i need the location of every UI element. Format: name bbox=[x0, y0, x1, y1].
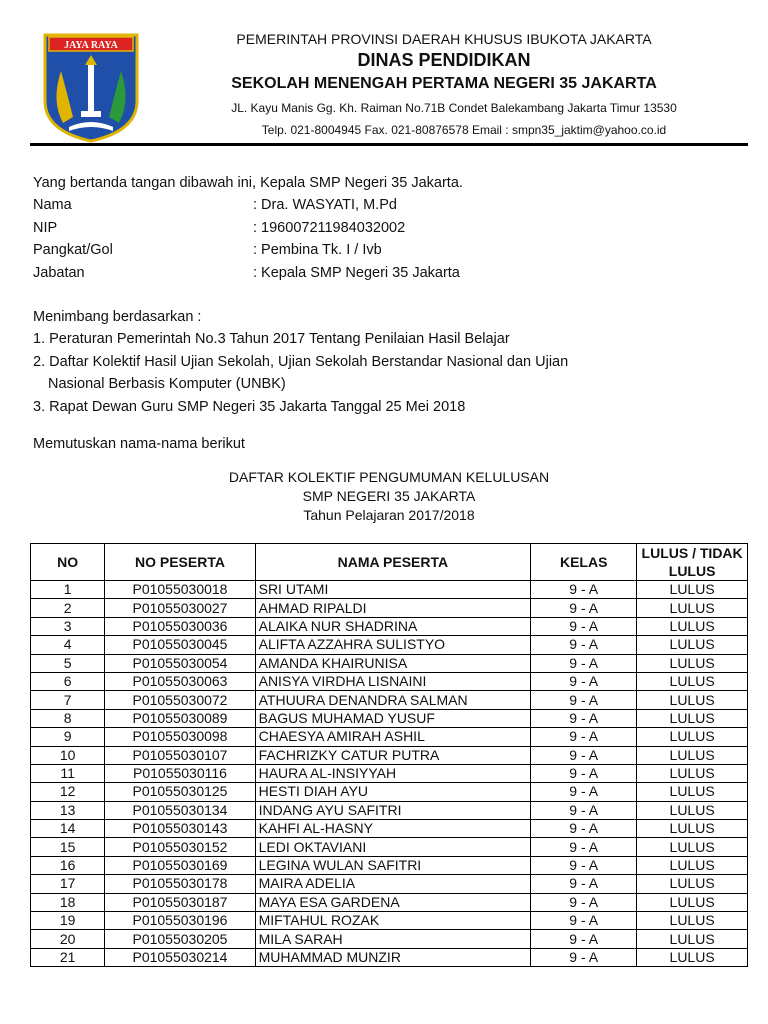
cell-no-peserta: P01055030089 bbox=[105, 709, 255, 727]
cell-kelas: 9 - A bbox=[531, 838, 637, 856]
cell-lulus: LULUS bbox=[637, 948, 748, 966]
cell-lulus: LULUS bbox=[637, 709, 748, 727]
cell-no: 9 bbox=[31, 728, 105, 746]
table-row bbox=[31, 893, 748, 911]
table-row bbox=[31, 636, 748, 654]
cell-no: 21 bbox=[31, 948, 105, 966]
cell-nama-peserta: MAYA ESA GARDENA bbox=[255, 893, 531, 911]
cell-no-peserta: P01055030018 bbox=[105, 581, 255, 599]
header-lulus-line2: LULUS bbox=[668, 563, 716, 579]
signer-key: Jabatan bbox=[33, 264, 85, 281]
signer-key: Pangkat/Gol bbox=[33, 242, 113, 259]
cell-nama-peserta: HESTI DIAH AYU bbox=[255, 783, 531, 801]
cell-kelas: 9 - A bbox=[531, 672, 637, 690]
table-row bbox=[31, 930, 748, 948]
cell-nama-peserta: AMANDA KHAIRUNISA bbox=[255, 654, 531, 672]
cell-nama-peserta: BAGUS MUHAMAD YUSUF bbox=[255, 709, 531, 727]
cell-kelas: 9 - A bbox=[531, 636, 637, 654]
table-row bbox=[31, 654, 748, 672]
header-lulus bbox=[637, 544, 748, 581]
cell-lulus: LULUS bbox=[637, 746, 748, 764]
signer-row bbox=[33, 262, 733, 284]
list-title bbox=[0, 468, 768, 525]
cell-no: 20 bbox=[31, 930, 105, 948]
cell-no-peserta: P01055030107 bbox=[105, 746, 255, 764]
cell-kelas: 9 - A bbox=[531, 948, 637, 966]
school-name: SEKOLAH MENENGAH PERTAMA NEGERI 35 JAKARTA bbox=[231, 75, 657, 92]
cell-nama-peserta: MIFTAHUL ROZAK bbox=[255, 912, 531, 930]
cell-no-peserta: P01055030187 bbox=[105, 893, 255, 911]
cell-lulus: LULUS bbox=[637, 636, 748, 654]
cell-lulus: LULUS bbox=[637, 581, 748, 599]
cell-no: 2 bbox=[31, 599, 105, 617]
cell-kelas: 9 - A bbox=[531, 820, 637, 838]
header-no: NO bbox=[31, 544, 105, 581]
cell-lulus: LULUS bbox=[637, 617, 748, 635]
letterhead-divider bbox=[30, 143, 748, 146]
cell-no-peserta: P01055030143 bbox=[105, 820, 255, 838]
cell-kelas: 9 - A bbox=[531, 746, 637, 764]
cell-no-peserta: P01055030054 bbox=[105, 654, 255, 672]
table-row bbox=[31, 709, 748, 727]
cell-no-peserta: P01055030063 bbox=[105, 672, 255, 690]
cell-lulus: LULUS bbox=[637, 893, 748, 911]
cell-nama-peserta: ANISYA VIRDHA LISNAINI bbox=[255, 672, 531, 690]
cell-no: 13 bbox=[31, 801, 105, 819]
cell-no-peserta: P01055030072 bbox=[105, 691, 255, 709]
cell-lulus: LULUS bbox=[637, 801, 748, 819]
table-row bbox=[31, 728, 748, 746]
cell-no-peserta: P01055030116 bbox=[105, 764, 255, 782]
table-row bbox=[31, 672, 748, 690]
cell-kelas: 9 - A bbox=[531, 691, 637, 709]
considering-item-continued: Nasional Berbasis Komputer (UNBK) bbox=[48, 376, 286, 393]
header-lulus-line1: LULUS / TIDAK bbox=[641, 545, 743, 561]
cell-no: 8 bbox=[31, 709, 105, 727]
table-row bbox=[31, 838, 748, 856]
cell-lulus: LULUS bbox=[637, 654, 748, 672]
letter-body bbox=[33, 172, 733, 455]
cell-no-peserta: P01055030125 bbox=[105, 783, 255, 801]
cell-nama-peserta: HAURA AL-INSIYYAH bbox=[255, 764, 531, 782]
intro-text: Yang bertanda tangan dibawah ini, Kepala SMP Negeri 35 Jakarta. bbox=[33, 175, 463, 191]
table-row bbox=[31, 691, 748, 709]
table-row bbox=[31, 856, 748, 874]
cell-no-peserta: P01055030098 bbox=[105, 728, 255, 746]
cell-nama-peserta: MAIRA ADELIA bbox=[255, 875, 531, 893]
considering-item: 1. Peraturan Pemerintah No.3 Tahun 2017 Tentang Penilaian Hasil Belajar bbox=[33, 331, 510, 348]
cell-no: 1 bbox=[31, 581, 105, 599]
cell-nama-peserta: ATHUURA DENANDRA SALMAN bbox=[255, 691, 531, 709]
logo-banner-text: JAYA RAYA bbox=[64, 40, 118, 51]
cell-nama-peserta: LEGINA WULAN SAFITRI bbox=[255, 856, 531, 874]
cell-lulus: LULUS bbox=[637, 599, 748, 617]
cell-no-peserta: P01055030027 bbox=[105, 599, 255, 617]
cell-no-peserta: P01055030134 bbox=[105, 801, 255, 819]
cell-no: 3 bbox=[31, 617, 105, 635]
cell-no: 17 bbox=[31, 875, 105, 893]
cell-kelas: 9 - A bbox=[531, 654, 637, 672]
decision-text: Memutuskan nama-nama berikut bbox=[33, 436, 245, 453]
cell-no: 6 bbox=[31, 672, 105, 690]
cell-no-peserta: P01055030169 bbox=[105, 856, 255, 874]
table-row bbox=[31, 599, 748, 617]
list-title-line: SMP NEGERI 35 JAKARTA bbox=[302, 488, 476, 504]
cell-nama-peserta: SRI UTAMI bbox=[255, 581, 531, 599]
cell-kelas: 9 - A bbox=[531, 581, 637, 599]
cell-no: 10 bbox=[31, 746, 105, 764]
list-title-line: Tahun Pelajaran 2017/2018 bbox=[303, 507, 475, 523]
cell-kelas: 9 - A bbox=[531, 893, 637, 911]
government-line: PEMERINTAH PROVINSI DAERAH KHUSUS IBUKOTA JAKARTA bbox=[236, 31, 652, 47]
signer-key: Nama bbox=[33, 197, 72, 214]
school-address: JL. Kayu Manis Gg. Kh. Raiman No.71B Condet Balekambang Jakarta Timur 13530 bbox=[231, 101, 677, 115]
cell-lulus: LULUS bbox=[637, 820, 748, 838]
cell-lulus: LULUS bbox=[637, 783, 748, 801]
cell-nama-peserta: LEDI OKTAVIANI bbox=[255, 838, 531, 856]
table-row bbox=[31, 801, 748, 819]
table-row bbox=[31, 912, 748, 930]
cell-no: 15 bbox=[31, 838, 105, 856]
cell-no-peserta: P01055030196 bbox=[105, 912, 255, 930]
cell-no-peserta: P01055030045 bbox=[105, 636, 255, 654]
cell-lulus: LULUS bbox=[637, 930, 748, 948]
table-row bbox=[31, 746, 748, 764]
table-row bbox=[31, 875, 748, 893]
cell-nama-peserta: CHAESYA AMIRAH ASHIL bbox=[255, 728, 531, 746]
cell-nama-peserta: INDANG AYU SAFITRI bbox=[255, 801, 531, 819]
signer-key: NIP bbox=[33, 219, 58, 236]
table-row bbox=[31, 783, 748, 801]
signer-value: : Kepala SMP Negeri 35 Jakarta bbox=[253, 264, 460, 281]
table-row bbox=[31, 581, 748, 599]
header-no-peserta: NO PESERTA bbox=[105, 544, 255, 581]
cell-no: 19 bbox=[31, 912, 105, 930]
signer-row bbox=[33, 239, 733, 261]
cell-no-peserta: P01055030214 bbox=[105, 948, 255, 966]
table-row bbox=[31, 820, 748, 838]
table-row bbox=[31, 948, 748, 966]
header-nama-peserta: NAMA PESERTA bbox=[255, 544, 531, 581]
list-title-line: DAFTAR KOLEKTIF PENGUMUMAN KELULUSAN bbox=[228, 469, 550, 485]
cell-no: 18 bbox=[31, 893, 105, 911]
cell-nama-peserta: AHMAD RIPALDI bbox=[255, 599, 531, 617]
cell-kelas: 9 - A bbox=[531, 875, 637, 893]
graduation-table bbox=[30, 543, 748, 967]
cell-lulus: LULUS bbox=[637, 875, 748, 893]
cell-no: 16 bbox=[31, 856, 105, 874]
cell-kelas: 9 - A bbox=[531, 912, 637, 930]
cell-no: 12 bbox=[31, 783, 105, 801]
signer-value: : 196007211984032002 bbox=[253, 219, 406, 236]
cell-nama-peserta: MUHAMMAD MUNZIR bbox=[255, 948, 531, 966]
school-contact: Telp. 021-8004945 Fax. 021-80876578 Email : smpn35_jaktim@yahoo.co.id bbox=[261, 123, 667, 137]
cell-lulus: LULUS bbox=[637, 672, 748, 690]
cell-nama-peserta: FACHRIZKY CATUR PUTRA bbox=[255, 746, 531, 764]
cell-no: 7 bbox=[31, 691, 105, 709]
jakarta-crest-logo bbox=[41, 31, 141, 143]
signer-value: : Pembina Tk. I / Ivb bbox=[253, 242, 382, 259]
cell-kelas: 9 - A bbox=[531, 856, 637, 874]
cell-kelas: 9 - A bbox=[531, 709, 637, 727]
letterhead bbox=[150, 30, 738, 139]
considering-heading: Menimbang berdasarkan : bbox=[33, 309, 202, 326]
considering-item: 2. Daftar Kolektif Hasil Ujian Sekolah, Ujian Sekolah Berstandar Nasional dan Ujian bbox=[33, 353, 569, 370]
table-row bbox=[31, 617, 748, 635]
table-header-row bbox=[31, 544, 748, 581]
signer-row bbox=[33, 217, 733, 239]
header-kelas: KELAS bbox=[531, 544, 637, 581]
table-body bbox=[31, 581, 748, 967]
cell-lulus: LULUS bbox=[637, 838, 748, 856]
cell-nama-peserta: ALAIKA NUR SHADRINA bbox=[255, 617, 531, 635]
cell-nama-peserta: MILA SARAH bbox=[255, 930, 531, 948]
cell-no-peserta: P01055030152 bbox=[105, 838, 255, 856]
table-row bbox=[31, 764, 748, 782]
cell-kelas: 9 - A bbox=[531, 783, 637, 801]
signer-row bbox=[33, 194, 733, 216]
cell-lulus: LULUS bbox=[637, 856, 748, 874]
cell-no: 11 bbox=[31, 764, 105, 782]
cell-lulus: LULUS bbox=[637, 912, 748, 930]
cell-no-peserta: P01055030036 bbox=[105, 617, 255, 635]
considering-item: 3. Rapat Dewan Guru SMP Negeri 35 Jakarta Tanggal 25 Mei 2018 bbox=[33, 398, 466, 415]
cell-kelas: 9 - A bbox=[531, 617, 637, 635]
cell-kelas: 9 - A bbox=[531, 801, 637, 819]
department-line: DINAS PENDIDIKAN bbox=[357, 50, 531, 70]
cell-lulus: LULUS bbox=[637, 691, 748, 709]
cell-lulus: LULUS bbox=[637, 728, 748, 746]
cell-no-peserta: P01055030205 bbox=[105, 930, 255, 948]
cell-no: 14 bbox=[31, 820, 105, 838]
cell-no: 4 bbox=[31, 636, 105, 654]
cell-kelas: 9 - A bbox=[531, 930, 637, 948]
cell-lulus: LULUS bbox=[637, 764, 748, 782]
cell-no-peserta: P01055030178 bbox=[105, 875, 255, 893]
cell-kelas: 9 - A bbox=[531, 764, 637, 782]
cell-nama-peserta: KAHFI AL-HASNY bbox=[255, 820, 531, 838]
cell-nama-peserta: ALIFTA AZZAHRA SULISTYO bbox=[255, 636, 531, 654]
cell-kelas: 9 - A bbox=[531, 599, 637, 617]
signer-value: : Dra. WASYATI, M.Pd bbox=[253, 197, 397, 214]
cell-kelas: 9 - A bbox=[531, 728, 637, 746]
cell-no: 5 bbox=[31, 654, 105, 672]
